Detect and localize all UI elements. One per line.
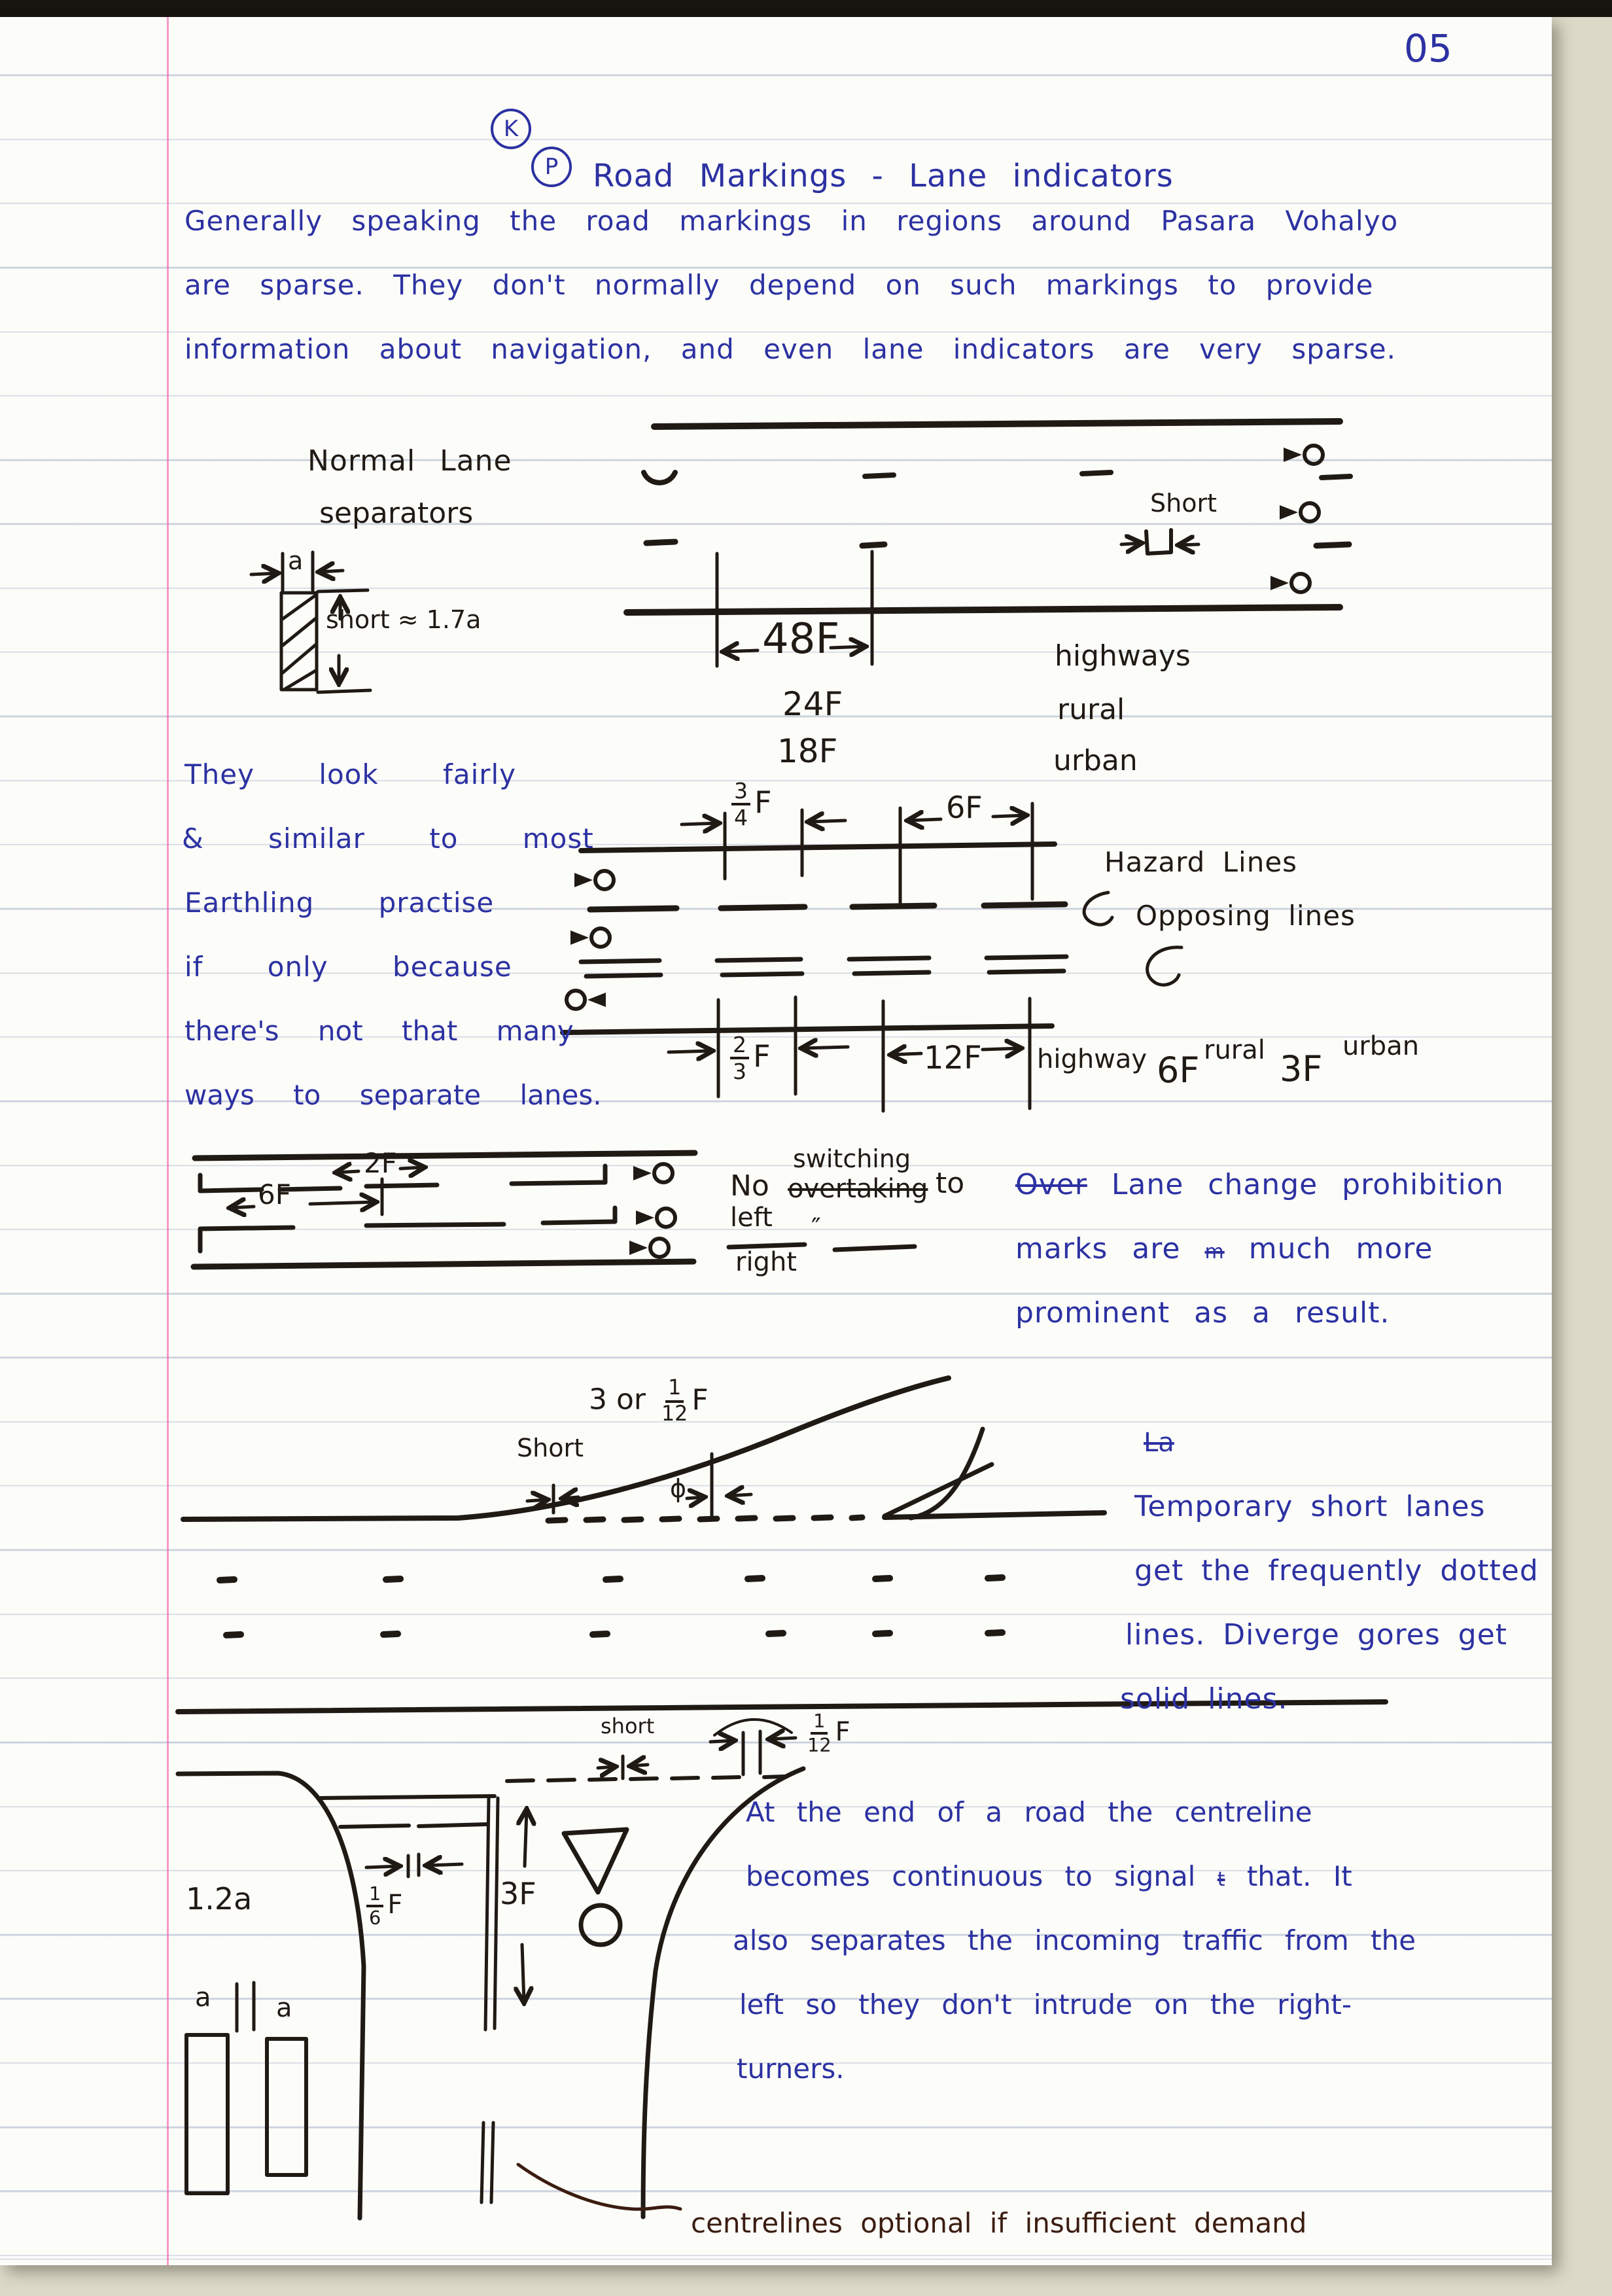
vehicle-icon: [574, 871, 614, 889]
struck-letter: t: [1217, 1868, 1225, 1891]
temp-note-line-1: Temporary short lanes: [1134, 1490, 1486, 1523]
lane-change-line-1: Over Lane change prohibition: [1015, 1168, 1504, 1201]
end-note-line-3: also separates the incoming traffic from the: [733, 1924, 1416, 1956]
curl-arrow-icon: [1084, 892, 1112, 925]
road3-dash-length: 2F: [364, 1147, 397, 1179]
road2-dash-width: $\frac{3}{4}$ F: [731, 780, 772, 828]
junction-depth-label: 3F: [500, 1876, 536, 1911]
separator-width-label: a: [288, 546, 304, 575]
road1-short-label: Short: [1150, 489, 1217, 518]
temp-note-line-4: solid lines.: [1120, 1682, 1288, 1716]
junction-drawing: [178, 1702, 1386, 2218]
vehicle-icon: [636, 1209, 675, 1227]
no-switching-correction: switching: [793, 1144, 911, 1173]
title-badge-k: [491, 109, 531, 149]
diverge-short-label: Short: [517, 1434, 584, 1462]
badge-k-letter: K: [503, 116, 519, 142]
road2-cat-rural: rural: [1204, 1035, 1265, 1065]
road2-dash-length: 6F: [946, 790, 983, 825]
separator-title-1: Normal Lane: [307, 444, 512, 478]
road2-gap-width: $\frac{2}{3}$ F: [730, 1034, 771, 1082]
junction-gap-dimension: $\frac{1}{12}$ F: [807, 1710, 850, 1756]
road1-width-urban: 18F: [777, 732, 838, 770]
separator-height-label: short ≈ 1.7a: [326, 605, 482, 634]
side-note-line-3: Earthling practise: [184, 887, 495, 919]
road1-width-highway: 48F: [762, 615, 840, 663]
junction-short-label: short: [601, 1714, 655, 1739]
road1-cat-rural: rural: [1057, 693, 1125, 726]
road3-period-length: 6F: [258, 1178, 291, 1210]
road2-opposing-label: Opposing lines: [1136, 900, 1356, 932]
side-note-line-2: & similar to most: [182, 822, 594, 855]
vehicle-icon: [570, 928, 610, 947]
badge-p-letter: P: [544, 154, 559, 180]
page-title: Road Markings - Lane indicators: [593, 158, 1174, 194]
hatch-pattern: [281, 595, 317, 690]
road2-cat-urban: urban: [1342, 1031, 1420, 1061]
separator-title-2: separators: [319, 497, 474, 530]
lane-change-line-3: prominent as a result.: [1015, 1296, 1390, 1330]
side-note-line-1: They look fairly: [184, 758, 517, 790]
diverge-phi-label: ϕ: [670, 1474, 687, 1503]
intro-line-3: information about navigation, and even lane indicators are very sparse.: [184, 333, 1396, 365]
yield-symbol-icon: [564, 1829, 627, 1945]
vehicle-icon: [1270, 574, 1310, 592]
road1-cat-urban: urban: [1053, 744, 1138, 777]
curl-arrow-icon: [1148, 947, 1182, 985]
intro-line-2: are sparse. They don't normally depend on such markings to provide: [184, 269, 1374, 301]
temp-note-line-2: get the frequently dotted: [1134, 1554, 1539, 1587]
vehicle-icon: [1284, 446, 1323, 464]
road2-hazard-label: Hazard Lines: [1104, 846, 1298, 878]
title-badge-p: [531, 147, 572, 187]
vehicle-icon: [1280, 503, 1319, 521]
vehicle-icon: [633, 1164, 673, 1182]
side-note-line-6: ways to separate lanes.: [184, 1079, 602, 1111]
end-note-line-2: becomes continuous to signal t that. It: [746, 1860, 1352, 1892]
vehicle-icon-left: [567, 991, 606, 1009]
junction-a-left: a: [195, 1983, 211, 2013]
junction-line-gap-dimension: $\frac{1}{6}$ F: [366, 1884, 402, 1928]
road2-cat-highway: highway: [1037, 1044, 1148, 1074]
intro-line-1: Generally speaking the road markings in regions around Pasara Vohalyo: [184, 205, 1399, 237]
junction-sep-gap-label: 1.2a: [186, 1881, 253, 1916]
road2-highway-value: 6F: [1157, 1050, 1200, 1091]
side-note-line-5: there's not that many: [184, 1015, 574, 1047]
end-note-line-1: At the end of a road the centreline: [746, 1796, 1312, 1828]
side-note-line-4: if only because: [184, 951, 512, 983]
road1-cat-highways: highways: [1055, 639, 1191, 673]
end-note-line-4: left so they don't intrude on the right-: [739, 1988, 1352, 2021]
struck-word: Over: [1015, 1168, 1087, 1201]
ditto-mark: ″: [811, 1213, 821, 1243]
no-switching-no: No: [730, 1169, 769, 1203]
road2-rural-value: 3F: [1280, 1048, 1323, 1089]
no-switching-to: to: [936, 1167, 965, 1200]
footer-annotation: centrelines optional if insufficient demand: [691, 2207, 1307, 2239]
no-switching-right: right: [735, 1247, 797, 1277]
no-switching-left: left: [730, 1203, 773, 1233]
vehicle-icon: [629, 1239, 669, 1257]
road2-gap-length: 12F: [924, 1040, 982, 1076]
annotation-curve: [518, 2164, 680, 2209]
no-switching-overtaking-struck: overtaking: [788, 1174, 928, 1204]
temp-note-scratch: La: [1144, 1428, 1174, 1458]
lane-change-line-2: marks are m much more: [1015, 1232, 1433, 1265]
struck-letter: m: [1204, 1241, 1225, 1263]
end-note-line-5: turners.: [737, 2053, 845, 2085]
junction-a-right: a: [276, 1993, 292, 2023]
road1-width-rural: 24F: [782, 685, 843, 723]
diverge-dimension: 3 or $\frac{1}{12}$ F: [589, 1376, 709, 1426]
road1-drawing: [627, 421, 1350, 666]
temp-note-line-3: lines. Diverge gores get: [1125, 1618, 1508, 1651]
page-number: 05: [1404, 26, 1452, 71]
